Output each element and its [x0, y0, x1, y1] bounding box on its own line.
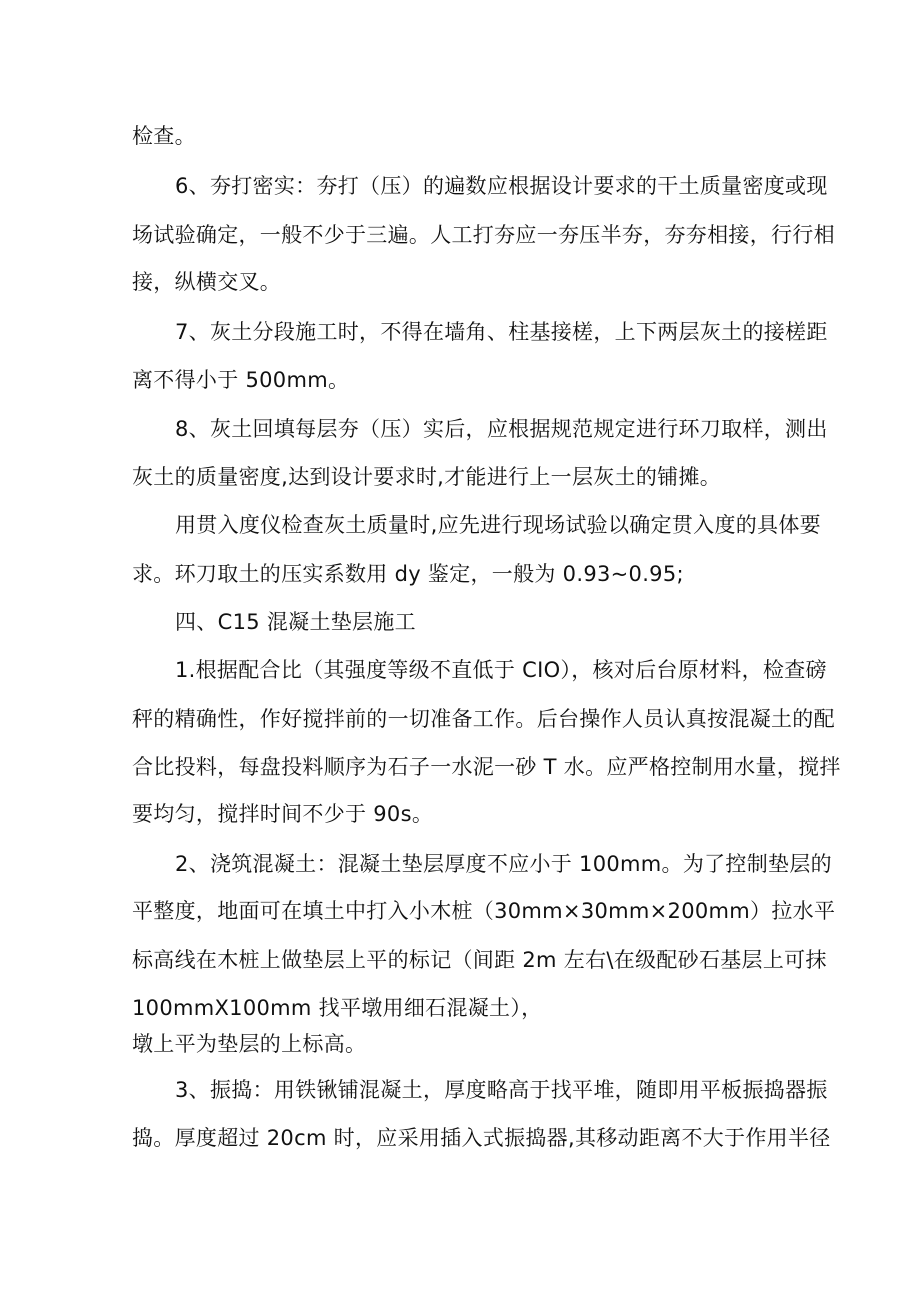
- text-line-22: 捣。厚度超过 20cm 时，应采用插入式振捣器,其移动距离不大于作用半径: [132, 1126, 831, 1150]
- text-line-20: 墩上平为垫层的上标高。: [132, 1032, 367, 1056]
- text-line-10: 求。环刀取土的压实系数用 dy 鉴定，一般为 0.93~0.95;: [132, 562, 684, 586]
- text-line-21: 3、振捣：用铁锹铺混凝土，厚度略高于找平堆，随即用平板振捣器振: [175, 1078, 828, 1102]
- text-line-8: 灰土的质量密度,达到设计要求时,才能进行上一层灰土的铺摊。: [132, 465, 722, 489]
- text-line-3: 场试验确定，一般不少于三遍。人工打夯应一夯压半夯，夯夯相接，行行相: [132, 223, 835, 247]
- text-line-6: 离不得小于 500mm。: [132, 368, 350, 392]
- text-line-15: 要均匀，搅拌时间不少于 90s。: [132, 802, 434, 826]
- text-line-18: 标高线在木桩上做垫层上平的标记（间距 2m 左右\在级配砂石基层上可抹: [132, 948, 827, 972]
- text-line-13: 秤的精确性，作好搅拌前的一切准备工作。后台操作人员认真按混凝土的配: [132, 707, 835, 731]
- text-line-12: 1.根据配合比（其强度等级不直低于 CIO），核对后台原材料，检查磅: [175, 658, 827, 682]
- text-line-11: 四、C15 混凝土垫层施工: [175, 610, 416, 634]
- text-line-14: 合比投料，每盘投料顺序为石子一水泥一砂 T 水。应严格控制用水量，搅拌: [132, 755, 841, 779]
- text-line-2: 6、夯打密实：夯打（压）的遍数应根据设计要求的干土质量密度或现: [175, 174, 828, 198]
- text-line-17: 平整度，地面可在填土中打入小木桩（30mm×30mm×200mm）拉水平: [132, 899, 836, 923]
- text-line-5: 7、灰土分段施工时，不得在墙角、柱基接槎，上下两层灰土的接槎距: [175, 320, 828, 344]
- text-line-4: 接，纵横交叉。: [132, 270, 282, 294]
- text-line-7: 8、灰土回填每层夯（压）实后，应根据规范规定进行环刀取样，测出: [175, 417, 828, 441]
- text-line-1: 检查。: [132, 124, 196, 148]
- text-line-9: 用贯入度仪检查灰土质量时,应先进行现场试验以确定贯入度的具体要: [175, 513, 821, 537]
- text-line-16: 2、浇筑混凝土：混凝土垫层厚度不应小于 100mm。为了控制垫层的: [175, 852, 832, 876]
- text-line-19: 100mmX100mm 找平墩用细石混凝土），: [132, 996, 543, 1020]
